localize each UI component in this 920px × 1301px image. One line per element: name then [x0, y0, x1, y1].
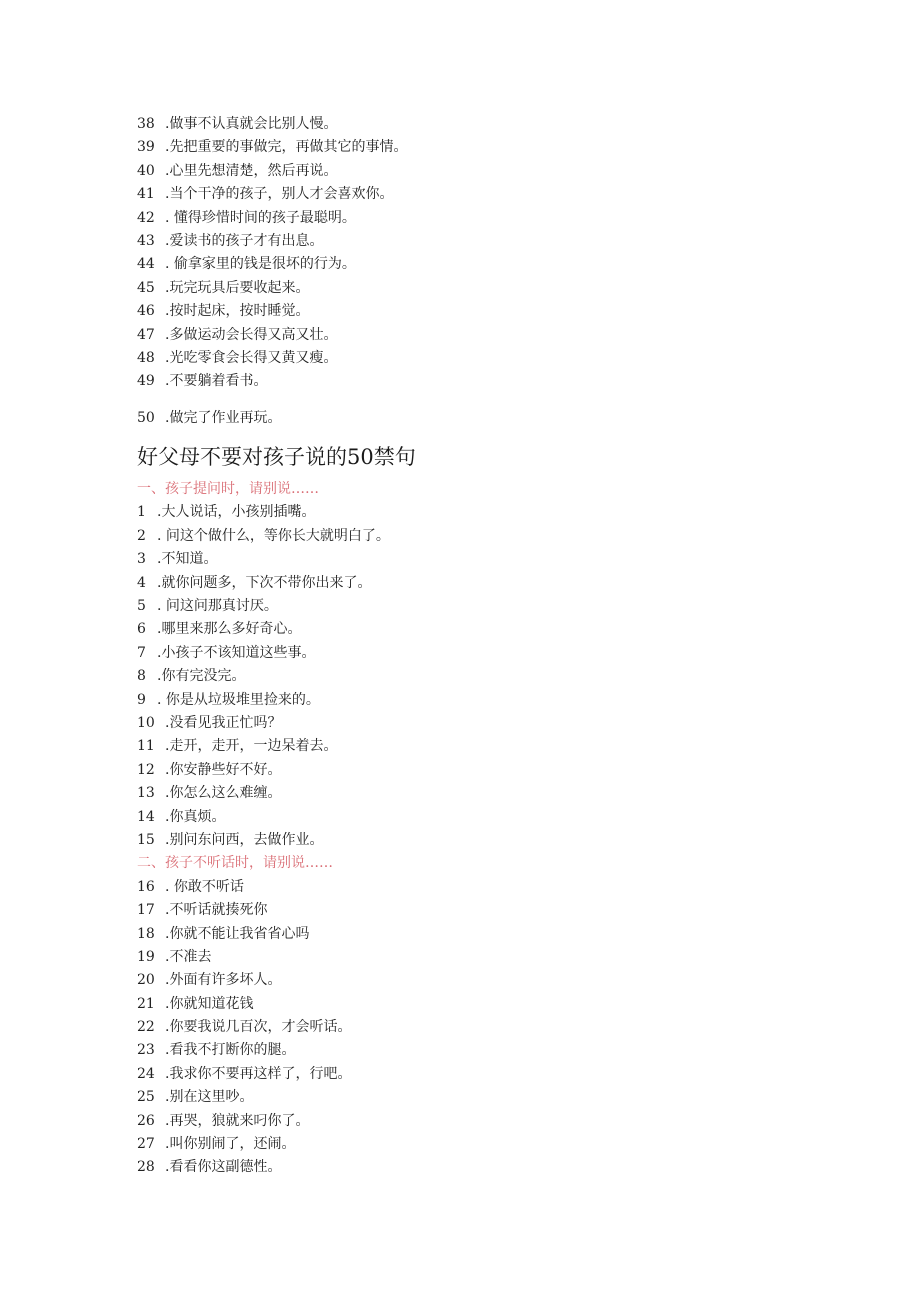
item-text: .你真烦。 [165, 808, 226, 825]
item-number: 3 [137, 551, 146, 568]
item-number: 15 [137, 831, 155, 848]
item-text: .你有完没完。 [157, 668, 246, 685]
section-heading-1: 一、孩子提问时，请别说…… [137, 481, 319, 498]
item-number: 8 [137, 668, 146, 685]
item-text: .你就不能让我省省心吗 [165, 925, 310, 942]
item-number: 12 [137, 761, 155, 778]
list-item [137, 324, 777, 347]
list-item [137, 759, 777, 782]
item-number: 7 [137, 644, 146, 661]
list-item [137, 1016, 777, 1039]
list-item [137, 277, 777, 300]
item-text: .爱读书的孩子才有出息。 [165, 232, 324, 249]
list-item [137, 1086, 777, 1109]
item-text: .你安静些好不好。 [165, 761, 282, 778]
list-item [137, 689, 777, 712]
item-text: .玩完玩具后要收起来。 [165, 279, 310, 296]
item-text: .心里先想清楚，然后再说。 [165, 162, 338, 179]
list-item [137, 501, 777, 524]
item-number: 42 [137, 209, 155, 226]
item-number: 18 [137, 925, 155, 942]
list-item [137, 207, 777, 230]
item-number: 50 [137, 409, 155, 426]
item-text: .叫你别闹了，还闹。 [165, 1136, 296, 1153]
item-text: .大人说话，小孩别插嘴。 [157, 504, 316, 521]
item-number: 38 [137, 116, 155, 132]
item-number: 49 [137, 373, 155, 390]
item-text: .不知道。 [157, 551, 218, 568]
item-number: 23 [137, 1042, 155, 1059]
item-text: .我求你不要再这样了，行吧。 [165, 1065, 352, 1082]
item-number: 13 [137, 785, 155, 802]
list-item [137, 806, 777, 829]
item-text: .做事不认真就会比别人慢。 [165, 116, 338, 132]
item-text: .走开，走开，一边呆着去。 [165, 738, 338, 755]
item-number: 28 [137, 1159, 155, 1176]
list-item [137, 899, 777, 922]
document-page [137, 113, 777, 1180]
list-item [137, 829, 777, 852]
list-item [137, 642, 777, 665]
list-item [137, 1110, 777, 1133]
item-text: .再哭，狼就来叼你了。 [165, 1112, 310, 1129]
item-text: .看我不打断你的腿。 [165, 1042, 296, 1059]
section-2-list [137, 876, 777, 1180]
list-item [137, 183, 777, 206]
list-item [137, 1133, 777, 1156]
document-title: 好父母不要对孩子说的50禁句 [137, 445, 416, 470]
item-number: 47 [137, 326, 155, 343]
item-text: . 你敢不听话 [165, 878, 244, 895]
item-number: 6 [137, 621, 146, 638]
item-text: .没看见我正忙吗？ [165, 714, 282, 731]
item-number: 21 [137, 995, 155, 1012]
item-text: . 懂得珍惜时间的孩子最聪明。 [165, 209, 356, 226]
item-number: 5 [137, 598, 146, 615]
item-text: .你怎么这么难缠。 [165, 785, 282, 802]
list-item [137, 253, 777, 276]
item-text: .看看你这副德性。 [165, 1159, 282, 1176]
list-item [137, 572, 777, 595]
item-number: 4 [137, 574, 146, 591]
rules-list-continued [137, 113, 777, 394]
item-text: . 问这个做什么，等你长大就明白了。 [157, 527, 390, 544]
item-number: 9 [137, 691, 146, 708]
item-number: 48 [137, 349, 155, 366]
item-number: 45 [137, 279, 155, 296]
item-text: . 问这问那真讨厌。 [157, 598, 278, 615]
item-text: .就你问题多，下次不带你出来了。 [157, 574, 372, 591]
item-number: 44 [137, 256, 155, 273]
list-item [137, 665, 777, 688]
list-item [137, 735, 777, 758]
item-text: .别问东问西，去做作业。 [165, 831, 324, 848]
list-item [137, 300, 777, 323]
item-text: .光吃零食会长得又黄又瘦。 [165, 349, 338, 366]
item-text: .不听话就揍死你 [165, 902, 268, 919]
item-number: 19 [137, 948, 155, 965]
item-number: 22 [137, 1019, 155, 1036]
list-item [137, 1039, 777, 1062]
list-item [137, 876, 777, 899]
list-item [137, 136, 777, 159]
list-item [137, 946, 777, 969]
list-item [137, 993, 777, 1016]
item-number: 1 [137, 504, 146, 521]
list-item [137, 782, 777, 805]
item-number: 2 [137, 527, 146, 544]
item-number: 16 [137, 878, 155, 895]
item-number: 10 [137, 714, 155, 731]
item-text: .你要我说几百次，才会听话。 [165, 1019, 352, 1036]
list-item [137, 160, 777, 183]
list-item [137, 407, 777, 430]
item-number: 20 [137, 972, 155, 989]
list-item [137, 370, 777, 393]
item-number: 25 [137, 1089, 155, 1106]
item-text: . 你是从垃圾堆里捡来的。 [157, 691, 320, 708]
list-item [137, 618, 777, 641]
item-text: .做完了作业再玩。 [165, 409, 282, 426]
list-item [137, 923, 777, 946]
item-text: .按时起床，按时睡觉。 [165, 303, 310, 320]
item-number: 39 [137, 139, 155, 156]
item-number: 27 [137, 1136, 155, 1153]
item-text: .哪里来那么多好奇心。 [157, 621, 302, 638]
item-text: .多做运动会长得又高又壮。 [165, 326, 338, 343]
item-number: 11 [137, 738, 155, 755]
item-text: .小孩子不该知道这些事。 [157, 644, 316, 661]
list-item [137, 347, 777, 370]
item-number: 46 [137, 303, 155, 320]
list-item [137, 1156, 777, 1179]
section-1-list [137, 501, 777, 852]
list-item [137, 525, 777, 548]
item-text: .先把重要的事做完，再做其它的事情。 [165, 139, 408, 156]
item-text: .当个干净的孩子，别人才会喜欢你。 [165, 186, 394, 203]
item-number: 43 [137, 232, 155, 249]
item-text: . 偷拿家里的钱是很坏的行为。 [165, 256, 356, 273]
section-heading-2: 二、孩子不听话时，请别说…… [137, 855, 333, 872]
item-text: .外面有许多坏人。 [165, 972, 282, 989]
list-item [137, 712, 777, 735]
item-text: .你就知道花钱 [165, 995, 254, 1012]
item-number: 17 [137, 902, 155, 919]
item-number: 40 [137, 162, 155, 179]
list-item [137, 230, 777, 253]
spacer [137, 394, 777, 407]
item-number: 24 [137, 1065, 155, 1082]
list-item [137, 1063, 777, 1086]
list-item [137, 595, 777, 618]
item-number: 14 [137, 808, 155, 825]
item-number: 41 [137, 186, 155, 203]
item-text: .别在这里吵。 [165, 1089, 254, 1106]
item-text: .不要躺着看书。 [165, 373, 268, 390]
item-number: 26 [137, 1112, 155, 1129]
list-item [137, 969, 777, 992]
list-item [137, 113, 777, 136]
item-text: .不准去 [165, 948, 212, 965]
list-item [137, 548, 777, 571]
